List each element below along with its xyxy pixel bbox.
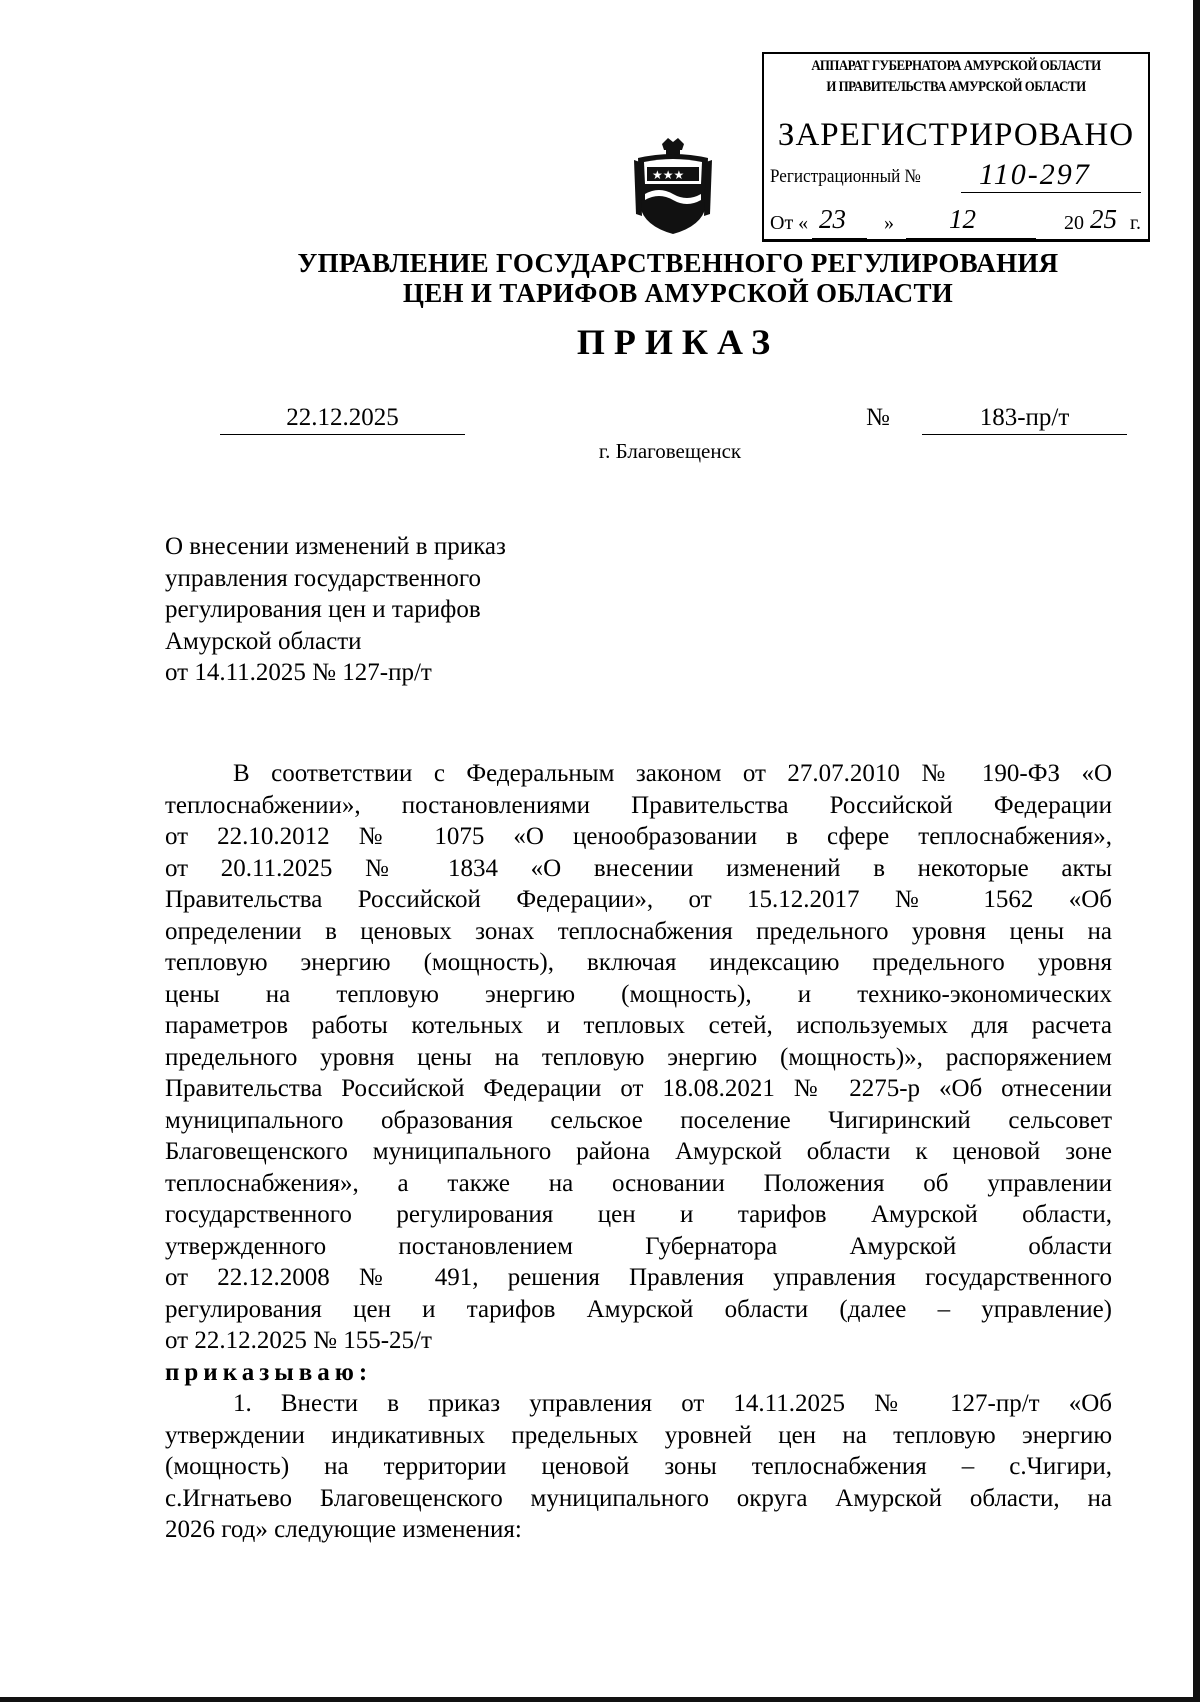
preamble-line: от 22.12.2025 № 155-25/т <box>165 1327 432 1354</box>
preamble-line: регулирования цен и тарифов Амурской области (далее – управление) <box>165 1295 1112 1323</box>
subject-line: управления государственного <box>165 564 481 592</box>
preamble-line: теплоснабжения», а также на основании Положения об управлении <box>165 1169 1112 1197</box>
item1-line: (мощность) на территории ценовой зоны теплоснабжения – с.Чигири, <box>165 1453 1112 1480</box>
org-name-line1: УПРАВЛЕНИЕ ГОСУДАРСТВЕННОГО РЕГУЛИРОВАНИЯ <box>297 248 1059 278</box>
preamble-line: Правительства Российской Федерации», от 15.12.2017 № 1562 «Об <box>165 886 1112 913</box>
stamp-year-unit: г. <box>1130 212 1141 234</box>
item1-line: 2026 год» следующие изменения: <box>165 1516 522 1543</box>
item1-line: с.Игнатьево Благовещенского муниципального округа Амурской области, на <box>165 1484 1112 1512</box>
registration-stamp <box>762 52 1150 242</box>
preamble-line: определении в ценовых зонах теплоснабжения предельного уровня цены на <box>165 917 1112 945</box>
stamp-reg-number: 110-297 <box>979 158 1091 191</box>
preamble-line: от 20.11.2025 № 1834 «О внесении изменений в некоторые акты <box>165 854 1112 882</box>
document-type: ПРИКАЗ <box>576 322 780 362</box>
stamp-reg-line <box>961 192 1141 193</box>
order-number-label: № <box>866 404 890 431</box>
stamp-line2: И ПРАВИТЕЛЬСТВА АМУРСКОЙ ОБЛАСТИ <box>826 79 1086 95</box>
subject-block <box>165 531 506 689</box>
preamble-line: Правительства Российской Федерации от 18.08.2021 № 2275-р «Об отнесении <box>165 1075 1112 1102</box>
stamp-month: 12 <box>949 204 976 234</box>
scan-edge-bottom <box>0 1697 1200 1702</box>
preamble-line: цены на тепловую энергию (мощность), и технико-экономических <box>165 980 1112 1008</box>
preamble-line: параметров работы котельных и тепловых сетей, используемых для расчета <box>165 1012 1112 1039</box>
item1-line: утверждении индикативных предельных уровней цен на тепловую энергию <box>165 1421 1112 1449</box>
ordering-word: приказываю: <box>165 1358 373 1386</box>
preamble-line: государственного регулирования цен и тарифов Амурской области, <box>165 1201 1112 1228</box>
stamp-line1: АППАРАТ ГУБЕРНАТОРА АМУРСКОЙ ОБЛАСТИ <box>811 58 1101 74</box>
subject-line: от 14.11.2025 № 127-пр/т <box>165 659 432 686</box>
order-number: 183-пр/т <box>922 404 1127 435</box>
preamble-line: Благовещенского муниципального района Амурской области к ценовой зоне <box>165 1138 1112 1165</box>
stamp-day: 23 <box>819 204 846 234</box>
preamble-line: от 22.12.2008 № 491, решения Правления управления государственного <box>165 1264 1112 1291</box>
stamp-year-suffix: 25 <box>1090 204 1117 234</box>
preamble-line: предельного уровня цены на тепловую энергию (мощность)», распоряжением <box>165 1043 1112 1071</box>
body-text <box>165 758 1112 1546</box>
subject-line: регулирования цен и тарифов <box>165 596 481 623</box>
preamble-line: муниципального образования сельское поселение Чигиринский сельсовет <box>165 1106 1112 1134</box>
preamble-line: от 22.10.2012 № 1075 «О ценообразовании в сфере теплоснабжения», <box>165 823 1112 850</box>
stamp-month-line <box>906 238 1036 239</box>
city: г. Благовещенск <box>598 439 742 463</box>
svg-text:★★★: ★★★ <box>652 168 685 182</box>
preamble-line: утвержденного постановлением Губернатора Амурской области <box>165 1232 1112 1260</box>
item1-line: 1. Внести в приказ управления от 14.11.2025 № 127-пр/т «Об <box>233 1390 1112 1417</box>
stamp-quote-close: » <box>884 212 894 234</box>
preamble-line: В соответствии с Федеральным законом от 27.07.2010 № 190-ФЗ «О <box>233 760 1112 787</box>
subject-line: Амурской области <box>165 627 362 655</box>
coat-of-arms-icon <box>632 136 714 236</box>
stamp-year-prefix: 20 <box>1064 212 1084 234</box>
stamp-day-line <box>812 238 867 239</box>
preamble-line: тепловую энергию (мощность), включая индексацию предельного уровня <box>165 949 1112 976</box>
org-name-line2: ЦЕН И ТАРИФОВ АМУРСКОЙ ОБЛАСТИ <box>402 278 954 308</box>
stamp-reg-label: Регистрационный № <box>770 166 921 187</box>
preamble-line: теплоснабжении», постановлениями Правительства Российской Федерации <box>165 791 1112 819</box>
stamp-from-prefix: От « <box>770 212 809 234</box>
order-date: 22.12.2025 <box>220 404 465 435</box>
stamp-registered: ЗАРЕГИСТРИРОВАНО <box>777 117 1135 153</box>
subject-line: О внесении изменений в приказ <box>165 533 506 560</box>
